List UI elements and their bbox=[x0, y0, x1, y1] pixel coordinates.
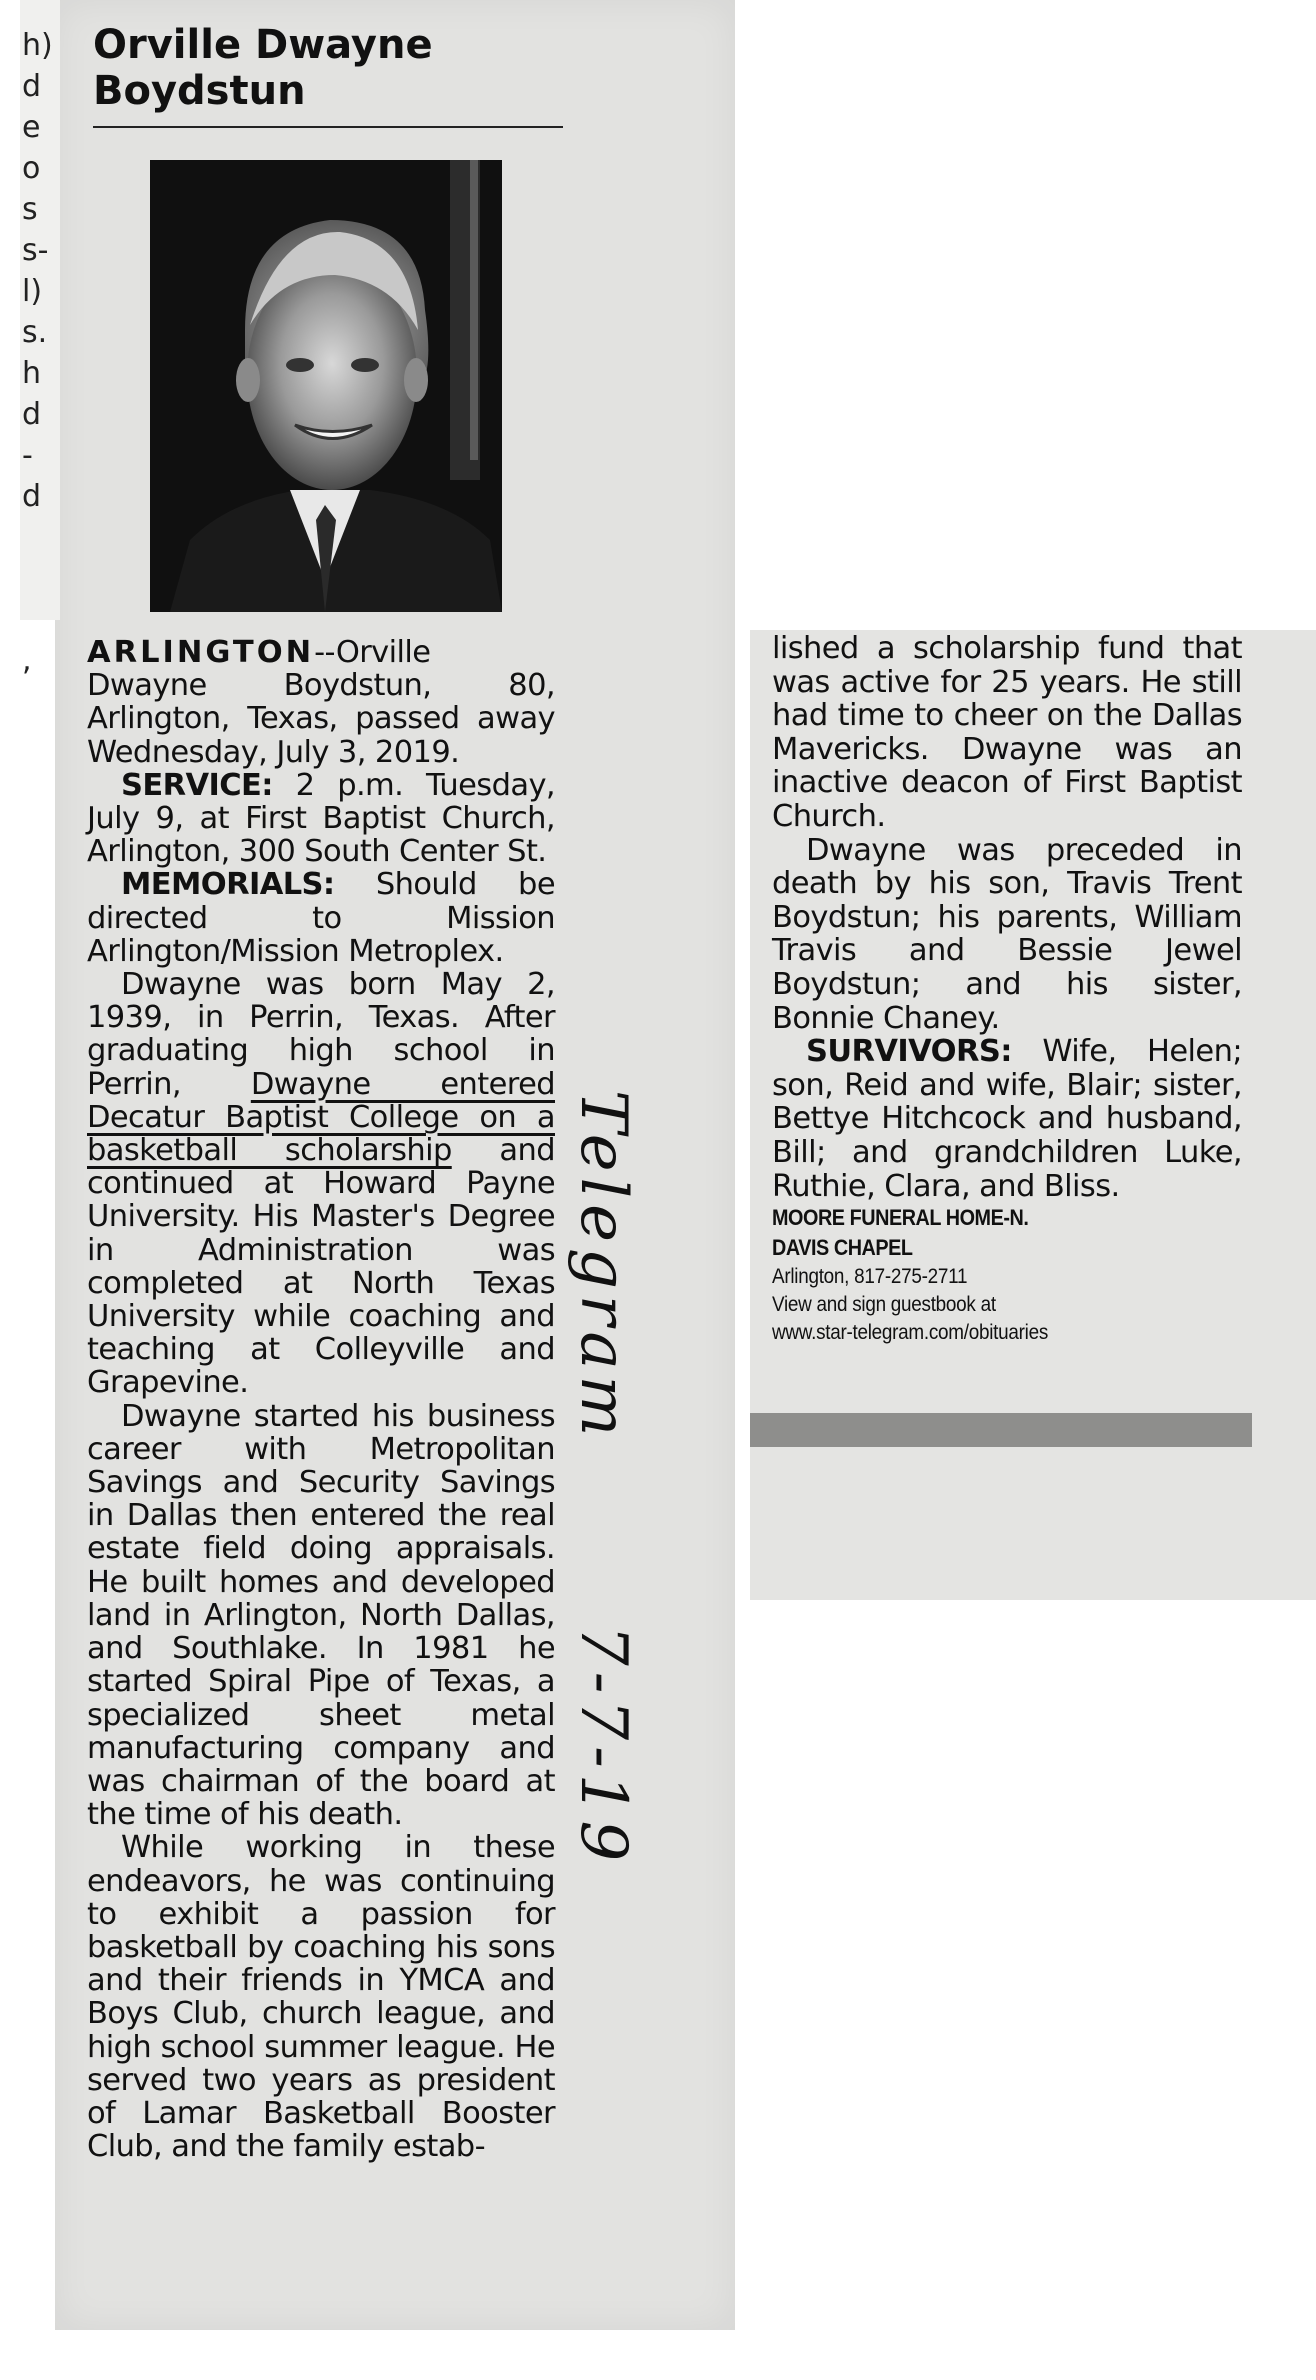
edge-letter: - bbox=[22, 438, 33, 473]
portrait-image bbox=[150, 160, 502, 612]
edge-letter bbox=[22, 517, 62, 558]
service-text: 2 p.m. Tuesday, July 9, at First Baptist Church, Arlington, 300 South Center St. bbox=[87, 767, 555, 870]
edge-letter: s. bbox=[22, 315, 48, 350]
career-paragraph: Dwayne started his business career with Metropolitan Savings and Security Savings in Dallas then entered the real estate field doing appraisals. He built homes and developed land in Arlington, North Dallas, and Southlake. In 1981 he started Spiral Pipe of Texas, a specialized sheet metal manufacturing company and was chairman of the board at the time of his death. bbox=[87, 1398, 555, 1833]
clipping-footer-band bbox=[750, 1413, 1252, 1447]
headline-line-1: Orville Dwayne bbox=[93, 22, 433, 68]
dateline: ARLINGTON bbox=[87, 635, 315, 670]
guestbook-url: www.star-telegram.com/obituaries bbox=[772, 1321, 1049, 1345]
handwritten-annotation bbox=[566, 1090, 640, 1868]
edge-letter: o bbox=[22, 151, 41, 186]
handwritten-publication: Telegram bbox=[566, 1090, 640, 1443]
continuation-paragraph: lished a scholarship fund that was active for 25 years. He still had time to cheer on the Dallas Mavericks. Dwayne was an inactive deacon of First Baptist Church. bbox=[772, 631, 1242, 834]
guestbook-label: View and sign guestbook at bbox=[772, 1293, 996, 1317]
edge-letter: e bbox=[22, 110, 41, 145]
edge-letter bbox=[22, 599, 62, 640]
edge-letter: d bbox=[22, 397, 42, 432]
survivors-label: SURVIVORS: bbox=[806, 1034, 1012, 1070]
obituary-column-2 bbox=[772, 632, 1242, 1347]
basketball-paragraph: While working in these endeavors, he was continuing to exhibit a passion for basketball by coaching his sons and their friends in YMCA and Boys Club, church league, and high school summer league. He served two years as president of Lamar Basketball Booster Club, and the family estab- bbox=[87, 1830, 555, 2165]
edge-letter: s bbox=[22, 192, 38, 227]
edge-letter: s- bbox=[22, 233, 49, 268]
preceded-paragraph: Dwayne was preceded in death by his son, Travis Trent Boydstun; his parents, William Travis and Bessie Jewel Boydstun; and his sister, Bonnie Chaney. bbox=[772, 832, 1242, 1036]
funeral-home-line-2: DAVIS CHAPEL bbox=[772, 1235, 913, 1261]
edge-letter: d bbox=[22, 69, 42, 104]
edge-letter: h) bbox=[22, 28, 53, 63]
handwritten-date: 7-7-19 bbox=[566, 1625, 640, 1868]
underlined-passage: Dwayne entered Decatur Baptist College on a basketball scholarship bbox=[87, 1066, 555, 1169]
intro-text: --Orville Dwayne Boydstun, 80, Arlington, Texas, passed away Wednesday, July 3, 2019. bbox=[87, 635, 555, 770]
obituary-headline bbox=[93, 22, 563, 114]
adjacent-column-fragment bbox=[22, 25, 62, 681]
survivors-text: Wife, Helen; son, Reid and wife, Blair; sister, Bettye Hitchcock and husband, Bill; and grandchildren Luke, Ruthie, Clara, and Bliss. bbox=[772, 1034, 1242, 1204]
memorials-label: MEMORIALS: bbox=[121, 867, 335, 903]
headline-line-2: Boydstun bbox=[93, 68, 306, 114]
obituary-column-1 bbox=[87, 636, 555, 2163]
portrait-photo bbox=[150, 160, 502, 612]
edge-letter bbox=[22, 558, 62, 599]
biography-part-1: Dwayne was born May 2, 1939, in Perrin, Texas. After graduating high school in Perrin, bbox=[87, 967, 555, 1102]
edge-letter: l) bbox=[22, 274, 43, 309]
funeral-home-line-1: MOORE FUNERAL HOME-N. bbox=[772, 1205, 1029, 1231]
memorials-text: Should be directed to Mission Arlington/Mission Metroplex. bbox=[87, 867, 555, 969]
edge-letter: h bbox=[22, 356, 42, 391]
headline-rule bbox=[93, 126, 563, 128]
edge-letter: d bbox=[22, 479, 42, 514]
biography-part-2: and continued at Howard Payne University. His Master's Degree in Administration was completed at North Texas University while coaching and teaching at Colleyville and Grapevine. bbox=[87, 1133, 555, 1401]
service-label: SERVICE: bbox=[121, 767, 273, 803]
funeral-home-phone: Arlington, 817-275-2711 bbox=[772, 1265, 968, 1289]
edge-letter: , bbox=[22, 643, 32, 678]
